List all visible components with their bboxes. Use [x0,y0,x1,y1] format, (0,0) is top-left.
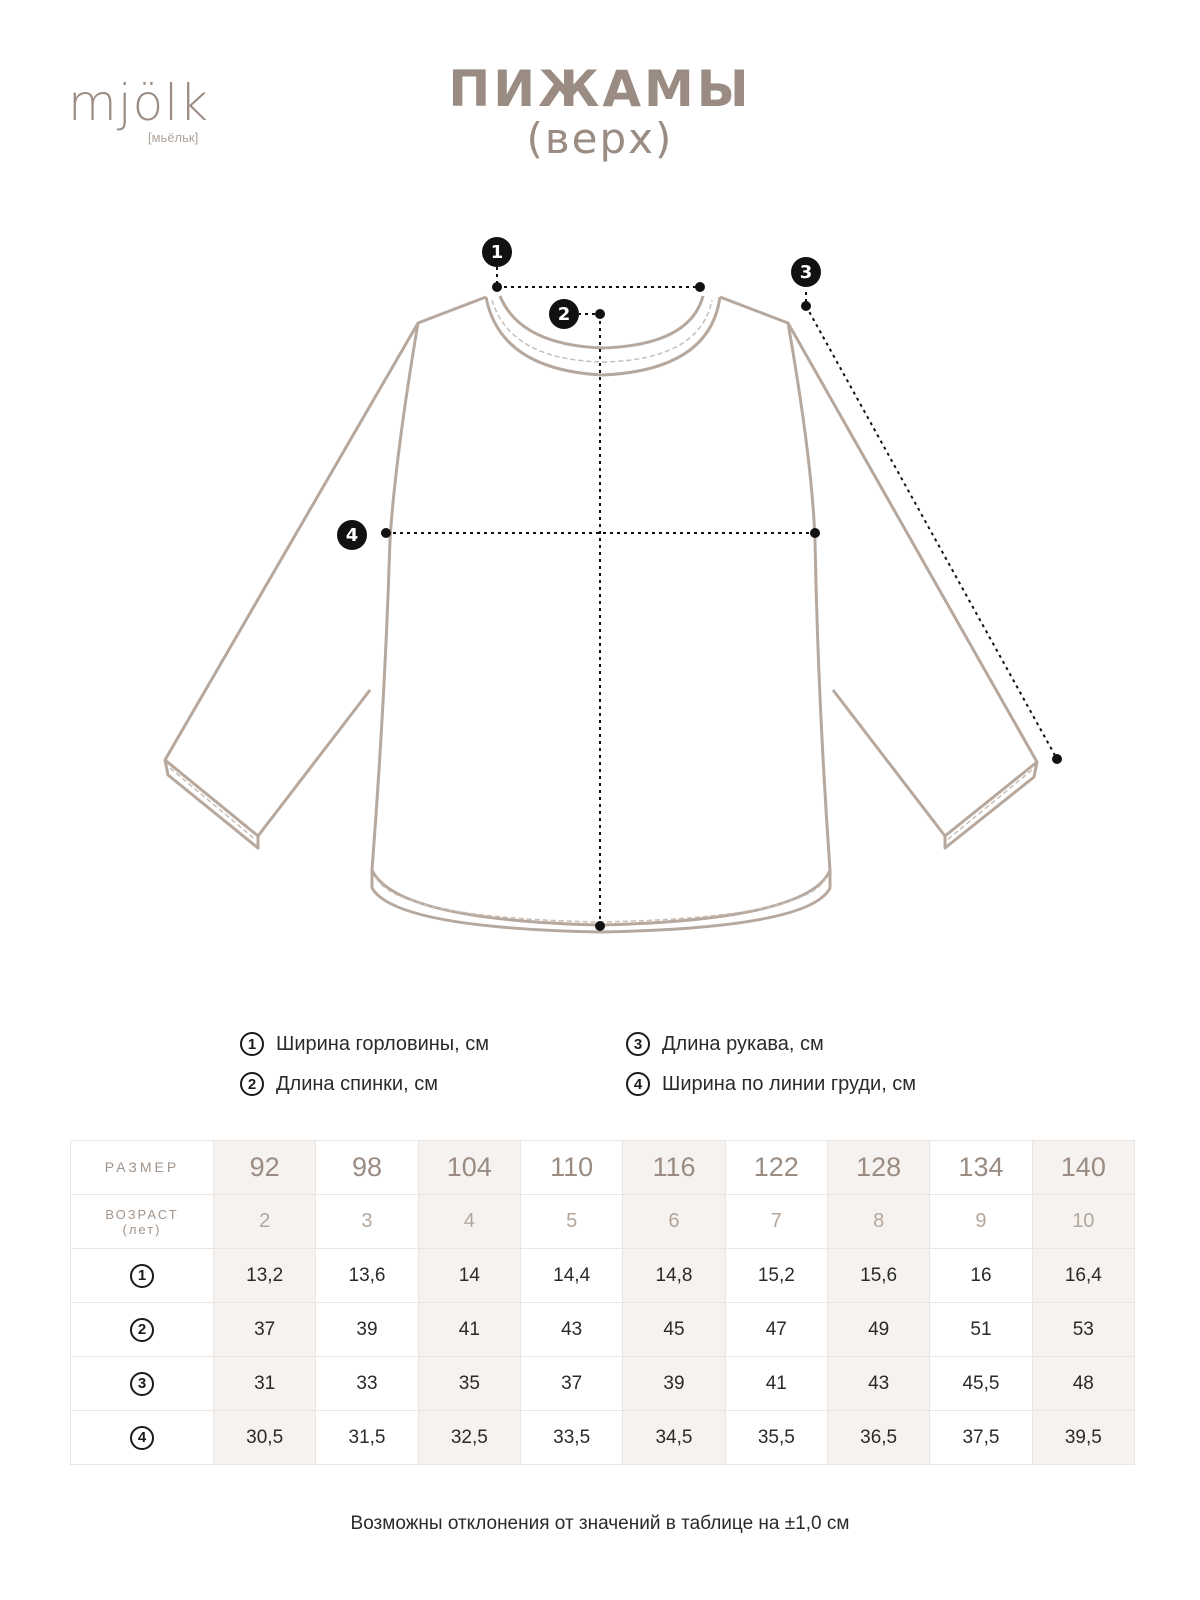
legend-num: 2 [240,1072,264,1096]
age-cell: 5 [520,1195,622,1249]
value-cell: 15,2 [725,1249,827,1303]
legend-item [240,1070,489,1098]
age-cell: 4 [418,1195,520,1249]
row-number [71,1303,214,1357]
legend-label: Длина спинки, см [276,1072,438,1095]
endpoint-dot [810,528,820,538]
row-number [71,1357,214,1411]
legend-item [626,1030,916,1058]
age-label: ВОЗРАСТ [105,1206,179,1222]
value-cell: 47 [725,1303,827,1357]
size-cell: 92 [214,1141,316,1195]
value-cell: 37 [520,1357,622,1411]
age-cell: 3 [316,1195,418,1249]
size-cell: 134 [930,1141,1032,1195]
value-cell: 14 [418,1249,520,1303]
age-cell: 2 [214,1195,316,1249]
legend-label: Ширина по линии груди, см [662,1072,917,1095]
legend-column-right [626,1030,916,1110]
value-cell: 39 [623,1357,725,1411]
value-cell: 41 [418,1303,520,1357]
row-num-badge: 1 [130,1264,154,1288]
value-cell: 33 [316,1357,418,1411]
value-cell: 31,5 [316,1411,418,1465]
svg-text:4: 4 [345,525,359,546]
endpoint-dot [1052,754,1062,764]
age-cell: 8 [827,1195,929,1249]
title-main: ПИЖАМЫ [448,60,752,118]
legend-column-left [240,1030,489,1110]
value-cell: 39,5 [1032,1411,1134,1465]
measurement-markers [337,237,821,550]
measurement-row [71,1249,1135,1303]
size-cell: 128 [827,1141,929,1195]
age-cell: 9 [930,1195,1032,1249]
age-cell: 7 [725,1195,827,1249]
value-cell: 43 [827,1357,929,1411]
size-row [71,1141,1135,1195]
legend-label: Ширина горловины, см [276,1032,490,1055]
legend-label: Длина рукава, см [662,1032,824,1055]
sleeve-length-line [806,306,1057,759]
value-cell: 37,5 [930,1411,1032,1465]
value-cell: 15,6 [827,1249,929,1303]
value-cell: 43 [520,1303,622,1357]
endpoint-dot [381,528,391,538]
value-cell: 49 [827,1303,929,1357]
legend-item [626,1070,916,1098]
svg-text:1: 1 [490,242,504,263]
brand-name: mjölk [68,74,210,132]
endpoint-dot [695,282,705,292]
svg-text:3: 3 [799,262,813,283]
value-cell: 31 [214,1357,316,1411]
legend-num: 4 [626,1072,650,1096]
measurement-endpoints [381,282,1062,931]
size-table [70,1140,1135,1465]
value-cell: 16,4 [1032,1249,1134,1303]
row-number [71,1411,214,1465]
marker-1 [482,237,512,267]
size-cell: 116 [623,1141,725,1195]
value-cell: 48 [1032,1357,1134,1411]
value-cell: 45 [623,1303,725,1357]
marker-4 [337,520,367,550]
endpoint-dot [595,921,605,931]
value-cell: 14,4 [520,1249,622,1303]
age-cell: 10 [1032,1195,1134,1249]
value-cell: 41 [725,1357,827,1411]
value-cell: 35 [418,1357,520,1411]
tolerance-note: Возможны отклонения от значений в таблице на ±1,0 см [350,1513,850,1534]
measurement-row [71,1303,1135,1357]
svg-text:2: 2 [557,304,571,325]
value-cell: 51 [930,1303,1032,1357]
size-cell: 104 [418,1141,520,1195]
value-cell: 35,5 [725,1411,827,1465]
legend-num: 3 [626,1032,650,1056]
value-cell: 13,6 [316,1249,418,1303]
size-cell: 110 [520,1141,622,1195]
value-cell: 30,5 [214,1411,316,1465]
title-sub: (верх) [526,114,674,163]
marker-3 [791,257,821,287]
measurement-row [71,1411,1135,1465]
value-cell: 45,5 [930,1357,1032,1411]
size-cell: 122 [725,1141,827,1195]
endpoint-dot [595,309,605,319]
marker-2 [549,299,579,329]
row-num-badge: 3 [130,1372,154,1396]
endpoint-dot [492,282,502,292]
legend-num: 1 [240,1032,264,1056]
row-number [71,1249,214,1303]
measurement-row [71,1357,1135,1411]
value-cell: 36,5 [827,1411,929,1465]
size-cell: 140 [1032,1141,1134,1195]
value-cell: 39 [316,1303,418,1357]
value-cell: 16 [930,1249,1032,1303]
age-cell: 6 [623,1195,725,1249]
value-cell: 32,5 [418,1411,520,1465]
size-header: РАЗМЕР [71,1141,214,1195]
value-cell: 33,5 [520,1411,622,1465]
value-cell: 53 [1032,1303,1134,1357]
endpoint-dot [801,301,811,311]
age-header [71,1195,214,1249]
age-unit: (лет) [122,1221,162,1237]
row-num-badge: 4 [130,1426,154,1450]
row-num-badge: 2 [130,1318,154,1342]
value-cell: 13,2 [214,1249,316,1303]
value-cell: 14,8 [623,1249,725,1303]
legend-item [240,1030,489,1058]
age-row [71,1195,1135,1249]
value-cell: 34,5 [623,1411,725,1465]
brand-transcription: [мьёльк] [148,130,199,145]
size-cell: 98 [316,1141,418,1195]
value-cell: 37 [214,1303,316,1357]
